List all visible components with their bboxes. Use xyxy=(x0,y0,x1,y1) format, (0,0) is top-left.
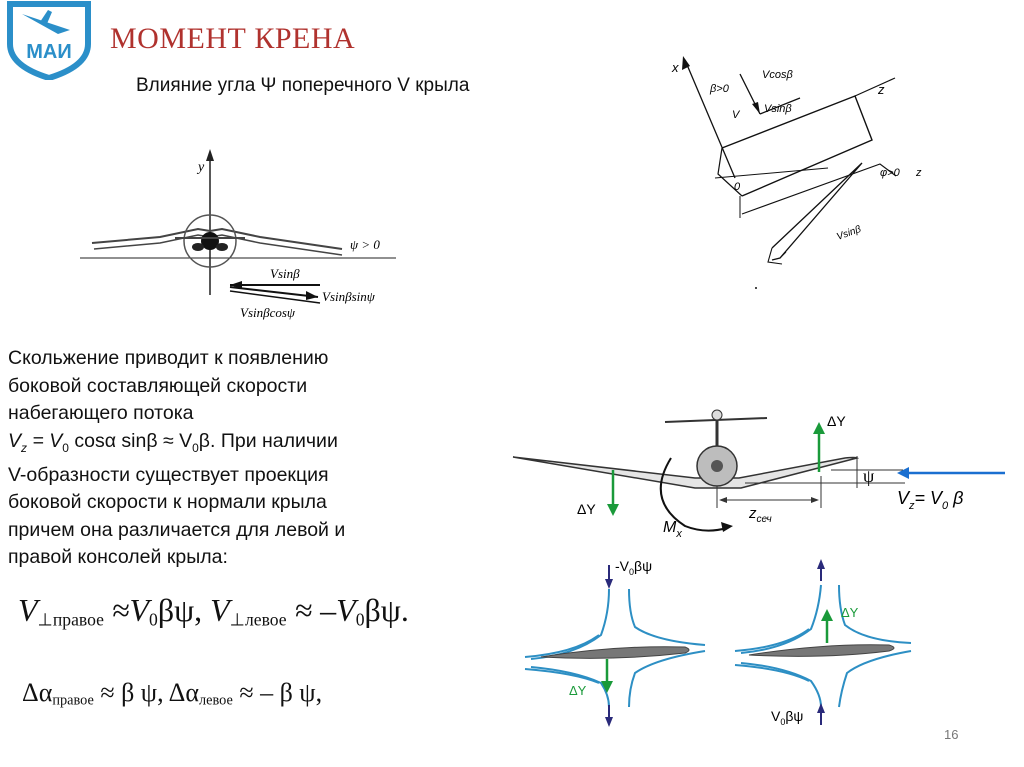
text-line-5: V-образности существует проекция xyxy=(8,463,329,486)
y-axis-label: y xyxy=(198,160,205,175)
mai-logo xyxy=(0,0,96,80)
formula-v-perp: $V_{\perp правое} \approx V_0\beta\psi$, $V_{\perp левое} \approx -V_0\beta\psi$. xyxy=(18,592,409,630)
logo-text: МАИ xyxy=(26,41,72,63)
v-sin-beta-sin-psi-label: Vsinβsinψ xyxy=(322,289,375,304)
v-sin-beta-bottom-label: Vsinβ xyxy=(835,223,863,243)
formula-delta-alpha: $\Delta\alpha_{правое} \approx \beta$ ψ, $\Delta\alpha_{левое}$ ≈ – β ψ, xyxy=(22,678,323,709)
phi-label: φ>0 xyxy=(880,167,900,179)
figure-roll-moment xyxy=(505,400,1015,550)
text-line-3: набегающего потока xyxy=(8,402,194,424)
psi-symbol: ψ xyxy=(863,466,875,486)
mx-label: $M_x$ xyxy=(663,519,682,540)
explanation-text xyxy=(8,345,478,572)
v-sin-beta-cos-psi-label: Vsinβcosψ xyxy=(240,305,295,320)
bottom-label: $V_0\beta\psi$ xyxy=(771,708,804,727)
psi-label: ψ > 0 xyxy=(350,237,380,252)
text-line-1: Скольжение приводит к появлению xyxy=(8,347,329,369)
v-sin-beta-label: Vsinβ xyxy=(270,266,300,281)
beta-label: β>0 xyxy=(710,83,729,95)
v-cos-beta-label: Vcosβ xyxy=(762,69,793,81)
z-axis-top-label: z xyxy=(878,82,885,97)
text-line-7: причем она различается для левой и xyxy=(8,518,346,541)
text-line-6: боковой скорости к нормали крыла xyxy=(8,491,327,514)
delta-y-left-label: ΔY xyxy=(577,501,596,517)
v-label: V xyxy=(732,109,740,121)
text-line-2: боковой составляющей скорости xyxy=(8,374,308,397)
z-sech-label: $z_{сеч}$ xyxy=(749,505,772,525)
airfoil-left-delta-y: ΔY xyxy=(569,683,587,698)
figure-airfoils xyxy=(515,555,915,730)
v-sin-beta-top-label: Vsinβ xyxy=(764,103,792,115)
airfoil-right-delta-y: ΔY xyxy=(841,605,859,620)
origin-label: 0 xyxy=(734,181,741,193)
text-line-8: правой консолей крыла: xyxy=(8,546,228,569)
z-axis-right-label: z xyxy=(916,167,922,179)
slide-title: МОМЕНТ КРЕНА xyxy=(110,22,356,55)
top-label: $-V_0\beta\psi$ xyxy=(615,558,653,577)
x-axis-label: x xyxy=(672,60,679,75)
page-number: 16 xyxy=(944,727,959,742)
text-line-formula: $V_z = V_0$ cosα $\sin\beta \approx V_0\beta$. При наличии xyxy=(8,429,338,455)
figure-wing-schematic xyxy=(660,48,960,296)
delta-y-right-label: ΔY xyxy=(827,413,846,429)
slide-subtitle: Влияние угла Ψ поперечного V крыла xyxy=(136,75,470,96)
vz-label: $V_z= V_0$ β xyxy=(897,488,964,512)
figure-front-view xyxy=(80,145,420,325)
